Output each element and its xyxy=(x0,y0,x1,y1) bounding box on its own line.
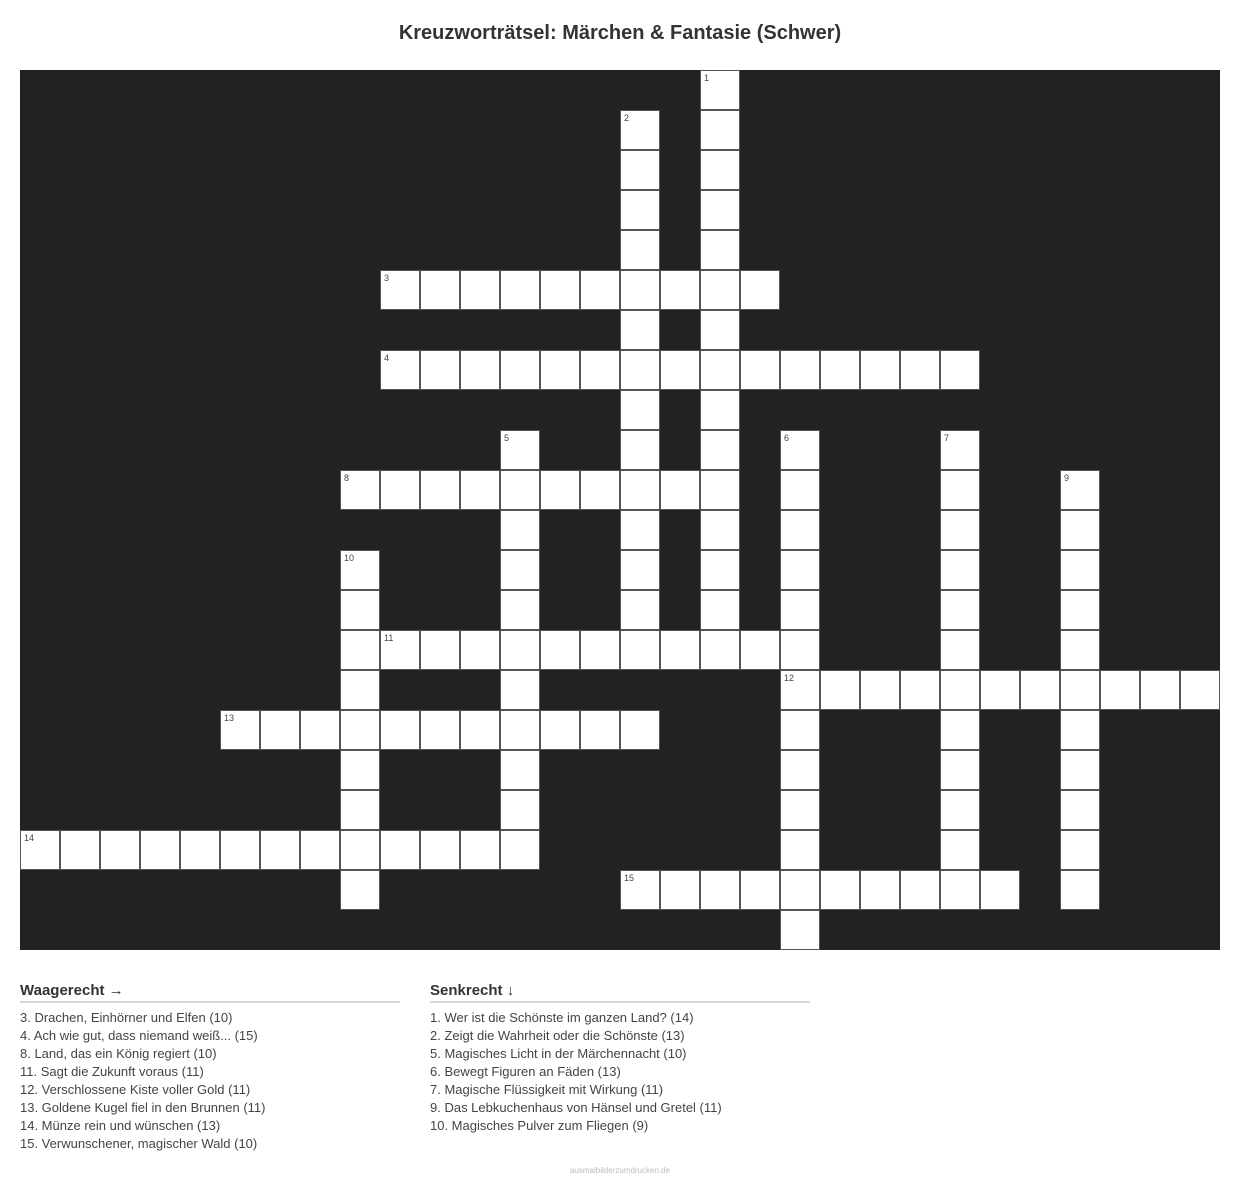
clue-across-item: 14. Münze rein und wünschen (13) xyxy=(20,1118,221,1133)
clue-across-item: 8. Land, das ein König regiert (10) xyxy=(20,1046,217,1061)
clues-down xyxy=(430,982,810,1135)
crossword-cell[interactable] xyxy=(1140,670,1180,710)
clue-number: 15 xyxy=(624,873,635,883)
crossword-cell[interactable] xyxy=(220,710,260,750)
clues-across-list xyxy=(20,1009,400,1153)
crossword-cell[interactable] xyxy=(260,710,300,750)
clue-number: 3 xyxy=(384,273,390,283)
clue-down-item: 1. Wer ist die Schönste im ganzen Land? (14) xyxy=(430,1010,694,1025)
crossword-cell[interactable] xyxy=(780,830,820,870)
crossword-cell[interactable] xyxy=(1060,630,1100,670)
crossword-cell[interactable] xyxy=(660,270,700,310)
crossword-cell[interactable] xyxy=(780,870,820,910)
crossword-cell[interactable] xyxy=(940,470,980,510)
crossword-cell[interactable] xyxy=(780,510,820,550)
crossword-cell[interactable] xyxy=(940,590,980,630)
crossword-cell[interactable] xyxy=(940,870,980,910)
clue-number: 13 xyxy=(224,713,235,723)
crossword-cell[interactable] xyxy=(940,630,980,670)
clue-number: 10 xyxy=(344,553,355,563)
crossword-cell[interactable] xyxy=(620,630,660,670)
crossword-cell[interactable] xyxy=(860,670,900,710)
crossword-cell[interactable] xyxy=(1060,510,1100,550)
clue-across-item: 4. Ach wie gut, dass niemand weiß... (15) xyxy=(20,1028,258,1043)
crossword-cell[interactable] xyxy=(540,710,580,750)
crossword-cell[interactable] xyxy=(540,470,580,510)
crossword-cell[interactable] xyxy=(1180,670,1220,710)
crossword-cell[interactable] xyxy=(580,350,620,390)
crossword-cell[interactable] xyxy=(780,470,820,510)
clue-down-item: 6. Bewegt Figuren an Fäden (13) xyxy=(430,1064,621,1079)
crossword-cell[interactable] xyxy=(780,430,820,470)
crossword-cell[interactable] xyxy=(700,510,740,550)
crossword-cell[interactable] xyxy=(420,710,460,750)
crossword-cell[interactable] xyxy=(380,350,420,390)
crossword-cell[interactable] xyxy=(460,350,500,390)
crossword-cell[interactable] xyxy=(620,710,660,750)
clues-down-heading: Senkrecht ↓ xyxy=(430,982,810,1003)
crossword-cell[interactable] xyxy=(780,590,820,630)
crossword-grid xyxy=(20,70,1220,950)
crossword-cell[interactable] xyxy=(540,270,580,310)
crossword-cell[interactable] xyxy=(500,550,540,590)
crossword-cell[interactable] xyxy=(420,830,460,870)
crossword-cell[interactable] xyxy=(740,630,780,670)
crossword-cell[interactable] xyxy=(620,270,660,310)
clue-number: 11 xyxy=(384,633,394,643)
crossword-cell[interactable] xyxy=(940,710,980,750)
clue-down-item: 5. Magisches Licht in der Märchennacht (10) xyxy=(430,1046,687,1061)
crossword-cell[interactable] xyxy=(780,750,820,790)
crossword-cell[interactable] xyxy=(700,70,740,110)
crossword-cell[interactable] xyxy=(500,630,540,670)
crossword-cell[interactable] xyxy=(660,870,700,910)
crossword-cell[interactable] xyxy=(500,830,540,870)
crossword-cell[interactable] xyxy=(700,590,740,630)
crossword-cell[interactable] xyxy=(940,550,980,590)
clue-across-item: 12. Verschlossene Kiste voller Gold (11) xyxy=(20,1082,251,1097)
clue-number: 2 xyxy=(624,113,630,123)
crossword-cell[interactable] xyxy=(700,430,740,470)
crossword-cell[interactable] xyxy=(500,790,540,830)
crossword-cell[interactable] xyxy=(300,830,340,870)
page-title: Kreuzworträtsel: Märchen & Fantasie (Schwer) xyxy=(398,22,842,44)
crossword-cell[interactable] xyxy=(740,270,780,310)
clues-across-heading: Waagerecht → xyxy=(20,982,400,1003)
crossword-cell[interactable] xyxy=(1060,670,1100,710)
crossword-cell[interactable] xyxy=(500,470,540,510)
crossword-cell[interactable] xyxy=(700,390,740,430)
crossword-cell[interactable] xyxy=(820,670,860,710)
crossword-cell[interactable] xyxy=(700,630,740,670)
crossword-cell[interactable] xyxy=(500,350,540,390)
crossword-cell[interactable] xyxy=(500,670,540,710)
crossword-cell[interactable] xyxy=(420,470,460,510)
crossword-cell[interactable] xyxy=(460,270,500,310)
crossword-cell[interactable] xyxy=(860,350,900,390)
crossword-cell[interactable] xyxy=(340,750,380,790)
crossword-cell[interactable] xyxy=(140,830,180,870)
crossword-cell[interactable] xyxy=(420,630,460,670)
clue-number: 4 xyxy=(384,353,390,363)
crossword-cell[interactable] xyxy=(1060,870,1100,910)
crossword-cell[interactable] xyxy=(1060,790,1100,830)
crossword-cell[interactable] xyxy=(580,270,620,310)
crossword-cell[interactable] xyxy=(580,630,620,670)
crossword-cell[interactable] xyxy=(700,310,740,350)
crossword-cell[interactable] xyxy=(180,830,220,870)
crossword-cell[interactable] xyxy=(620,230,660,270)
clue-number: 12 xyxy=(784,673,795,683)
crossword-cell[interactable] xyxy=(380,270,420,310)
clue-down-item: 7. Magische Flüssigkeit mit Wirkung (11) xyxy=(430,1082,664,1097)
crossword-cell[interactable] xyxy=(340,630,380,670)
crossword-cell[interactable] xyxy=(620,470,660,510)
crossword-cell[interactable] xyxy=(940,830,980,870)
crossword-cell[interactable] xyxy=(500,510,540,550)
crossword-cell[interactable] xyxy=(900,870,940,910)
crossword-cell[interactable] xyxy=(940,670,980,710)
crossword-cell[interactable] xyxy=(260,830,300,870)
crossword-cell[interactable] xyxy=(940,350,980,390)
crossword-cell[interactable] xyxy=(1060,470,1100,510)
crossword-cell[interactable] xyxy=(660,630,700,670)
crossword-cell[interactable] xyxy=(780,350,820,390)
crossword-cell[interactable] xyxy=(20,830,60,870)
crossword-cell[interactable] xyxy=(820,350,860,390)
clue-number: 7 xyxy=(944,433,950,443)
crossword-cell[interactable] xyxy=(820,870,860,910)
crossword-cell[interactable] xyxy=(780,670,820,710)
crossword-cell[interactable] xyxy=(540,630,580,670)
clue-across-item: 13. Goldene Kugel fiel in den Brunnen (11) xyxy=(20,1100,266,1115)
crossword-cell[interactable] xyxy=(620,310,660,350)
crossword-cell[interactable] xyxy=(620,150,660,190)
crossword-cell[interactable] xyxy=(620,350,660,390)
crossword-cell[interactable] xyxy=(700,270,740,310)
clue-across-item: 3. Drachen, Einhörner und Elfen (10) xyxy=(20,1010,233,1025)
crossword-cell[interactable] xyxy=(780,710,820,750)
crossword-cell[interactable] xyxy=(660,350,700,390)
crossword-cell[interactable] xyxy=(660,470,700,510)
crossword-cell[interactable] xyxy=(700,150,740,190)
clue-number: 8 xyxy=(344,473,350,483)
crossword-cell[interactable] xyxy=(980,870,1020,910)
crossword-cell[interactable] xyxy=(780,910,820,950)
crossword-cell[interactable] xyxy=(900,670,940,710)
crossword-cell[interactable] xyxy=(700,470,740,510)
crossword-cell[interactable] xyxy=(620,550,660,590)
crossword-cell[interactable] xyxy=(980,670,1020,710)
crossword-cell[interactable] xyxy=(300,710,340,750)
crossword-cell[interactable] xyxy=(540,350,580,390)
crossword-cell[interactable] xyxy=(340,590,380,630)
crossword-cell[interactable] xyxy=(940,430,980,470)
clue-number: 5 xyxy=(504,433,510,443)
crossword-cell[interactable] xyxy=(340,790,380,830)
crossword-cell[interactable] xyxy=(740,350,780,390)
crossword-cell[interactable] xyxy=(940,510,980,550)
crossword-cell[interactable] xyxy=(1060,830,1100,870)
crossword-cell[interactable] xyxy=(700,190,740,230)
clue-number: 1 xyxy=(704,73,710,83)
crossword-cell[interactable] xyxy=(580,470,620,510)
crossword-cell[interactable] xyxy=(620,190,660,230)
clues-down-list xyxy=(430,1009,810,1135)
crossword-cell[interactable] xyxy=(380,830,420,870)
crossword-cell[interactable] xyxy=(340,710,380,750)
crossword-cell[interactable] xyxy=(700,110,740,150)
crossword-cell[interactable] xyxy=(700,230,740,270)
crossword-cell[interactable] xyxy=(700,870,740,910)
crossword-cell[interactable] xyxy=(500,270,540,310)
crossword-cell[interactable] xyxy=(460,830,500,870)
crossword-cell[interactable] xyxy=(500,710,540,750)
crossword-cell[interactable] xyxy=(460,710,500,750)
crossword-cell[interactable] xyxy=(580,710,620,750)
clue-down-item: 2. Zeigt die Wahrheit oder die Schönste (13) xyxy=(430,1028,685,1043)
crossword-cell[interactable] xyxy=(340,830,380,870)
crossword-cell[interactable] xyxy=(460,470,500,510)
crossword-cell[interactable] xyxy=(620,590,660,630)
crossword-cell[interactable] xyxy=(220,830,260,870)
crossword-cell[interactable] xyxy=(100,830,140,870)
crossword-cell[interactable] xyxy=(1060,590,1100,630)
crossword-cell[interactable] xyxy=(340,470,380,510)
crossword-cell[interactable] xyxy=(620,510,660,550)
crossword-cell[interactable] xyxy=(420,350,460,390)
crossword-cell[interactable] xyxy=(940,790,980,830)
clue-across-item: 15. Verwunschener, magischer Wald (10) xyxy=(20,1136,258,1151)
crossword-cell[interactable] xyxy=(620,430,660,470)
crossword-cell[interactable] xyxy=(340,550,380,590)
crossword-cell[interactable] xyxy=(1100,670,1140,710)
clues-across xyxy=(20,982,400,1153)
crossword-cell[interactable] xyxy=(500,430,540,470)
crossword-cell[interactable] xyxy=(780,790,820,830)
crossword-cell[interactable] xyxy=(900,350,940,390)
crossword-cell[interactable] xyxy=(380,470,420,510)
crossword-cell[interactable] xyxy=(740,870,780,910)
crossword-cell[interactable] xyxy=(340,670,380,710)
crossword-cell[interactable] xyxy=(780,550,820,590)
crossword-cell[interactable] xyxy=(620,390,660,430)
clue-down-item: 9. Das Lebkuchenhaus von Hänsel und Gretel (11) xyxy=(430,1100,722,1115)
crossword-cell[interactable] xyxy=(860,870,900,910)
crossword-cell[interactable] xyxy=(380,710,420,750)
crossword-cell[interactable] xyxy=(60,830,100,870)
crossword-cell[interactable] xyxy=(780,630,820,670)
clue-number: 9 xyxy=(1064,473,1070,483)
clue-number: 14 xyxy=(24,833,35,843)
crossword-cell[interactable] xyxy=(1060,550,1100,590)
clue-across-item: 11. Sagt die Zukunft voraus (11) xyxy=(20,1064,204,1079)
crossword-cell[interactable] xyxy=(460,630,500,670)
crossword-cell[interactable] xyxy=(1060,750,1100,790)
crossword-cell[interactable] xyxy=(420,270,460,310)
crossword-cell[interactable] xyxy=(1060,710,1100,750)
crossword-cell[interactable] xyxy=(620,870,660,910)
crossword-cell[interactable] xyxy=(700,550,740,590)
footer-credit: ausmalbilderzumdrucken.de xyxy=(569,1166,671,1175)
clue-down-item: 10. Magisches Pulver zum Fliegen (9) xyxy=(430,1118,649,1133)
crossword-cell[interactable] xyxy=(700,350,740,390)
clue-number: 6 xyxy=(784,433,790,443)
crossword-cell[interactable] xyxy=(380,630,420,670)
crossword-cell[interactable] xyxy=(340,870,380,910)
crossword-cell[interactable] xyxy=(500,750,540,790)
crossword-cell[interactable] xyxy=(620,110,660,150)
crossword-cell[interactable] xyxy=(940,750,980,790)
crossword-cell[interactable] xyxy=(500,590,540,630)
crossword-cell[interactable] xyxy=(1020,670,1060,710)
